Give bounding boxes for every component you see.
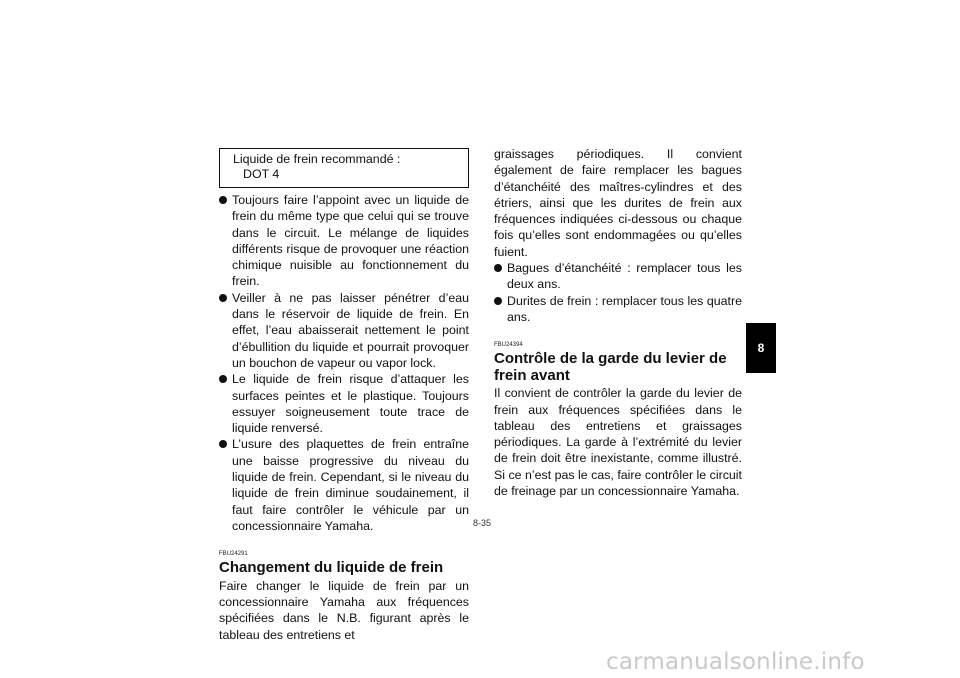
list-item: Bagues d’étanchéité : remplacer tous les deux ans. (494, 260, 742, 293)
left-column (219, 148, 469, 643)
spec-label: Liquide de frein recommandé : (233, 152, 401, 166)
section-code: FBU24291 (219, 551, 248, 558)
bullet-icon (494, 297, 502, 305)
spec-value: DOT 4 (243, 167, 280, 181)
section-paragraph: Faire changer le liquide de frein par un concessionnaire Yamaha aux fréquences spécifiées dans le N.B. figurant après le tableau des entretiens et (219, 578, 469, 642)
list-item: Toujours faire l’appoint avec un liquide de frein du même type que celui qui se trouve dans le circuit. Le mélange de liquides différents risque de provoquer une réaction chimique nuisible au fonctionnement du frein. (219, 192, 469, 290)
section-paragraph: Il convient de contrôler la garde du levier de frein aux fréquences spécifiées dans le tableau des entretiens et graissages périodiques. La garde à l’extrémité du levier de frein doit être inexistante, comme illustré. Si ce n’est pas le cas, faire contrôler le circuit de freinage par un concessionnaire Yamaha. (494, 386, 742, 499)
bullet-icon (219, 440, 227, 448)
bullet-icon (219, 196, 227, 204)
watermark: carmanualsonline.info (606, 649, 865, 675)
recommended-fluid-box (219, 148, 469, 188)
chapter-tab: 8 (746, 323, 776, 373)
list-item: Durites de frein : remplacer tous les quatre ans. (494, 293, 742, 326)
list-item: Veiller à ne pas laisser pénétrer d’eau dans le réservoir de liquide de frein. En effet, l’eau abaisserait nettement le point d’ébullition du liquide et pourrait provoquer un bouchon de vapeur ou vapor lock. (219, 290, 469, 371)
list-item: Le liquide de frein risque d’attaquer les surfaces peintes et le plastique. Toujours essuyer soigneusement toute trace de liquide renversé. (219, 371, 469, 436)
left-bullet-list (219, 192, 469, 534)
list-item: L’usure des plaquettes de frein entraîne une baisse progressive du niveau du liquide de frein. Cependant, si le niveau du liquide de frein diminue soudainement, il faut faire contrôler le véhicule par un concessionnaire Yamaha. (219, 436, 469, 534)
right-bullet-list (494, 260, 742, 325)
bullet-icon (219, 375, 227, 383)
section-title: Contrôle de la garde du levier de frein avant (494, 350, 727, 384)
bullet-icon (219, 294, 227, 302)
bullet-icon (494, 264, 502, 272)
continued-paragraph: graissages périodiques. Il convient également de faire remplacer les bagues d’étanchéité des maîtres-cylindres et des étriers, ainsi que les durites de frein aux fréquences indiquées ci-dessous ou chaque fois qu’elles sont endommagées ou qu’elles fuient. (494, 147, 742, 259)
section-code: FBU24394 (494, 342, 523, 349)
right-column (494, 146, 742, 499)
section-title: Changement du liquide de frein (219, 559, 444, 577)
page-number: 8-35 (472, 518, 491, 528)
